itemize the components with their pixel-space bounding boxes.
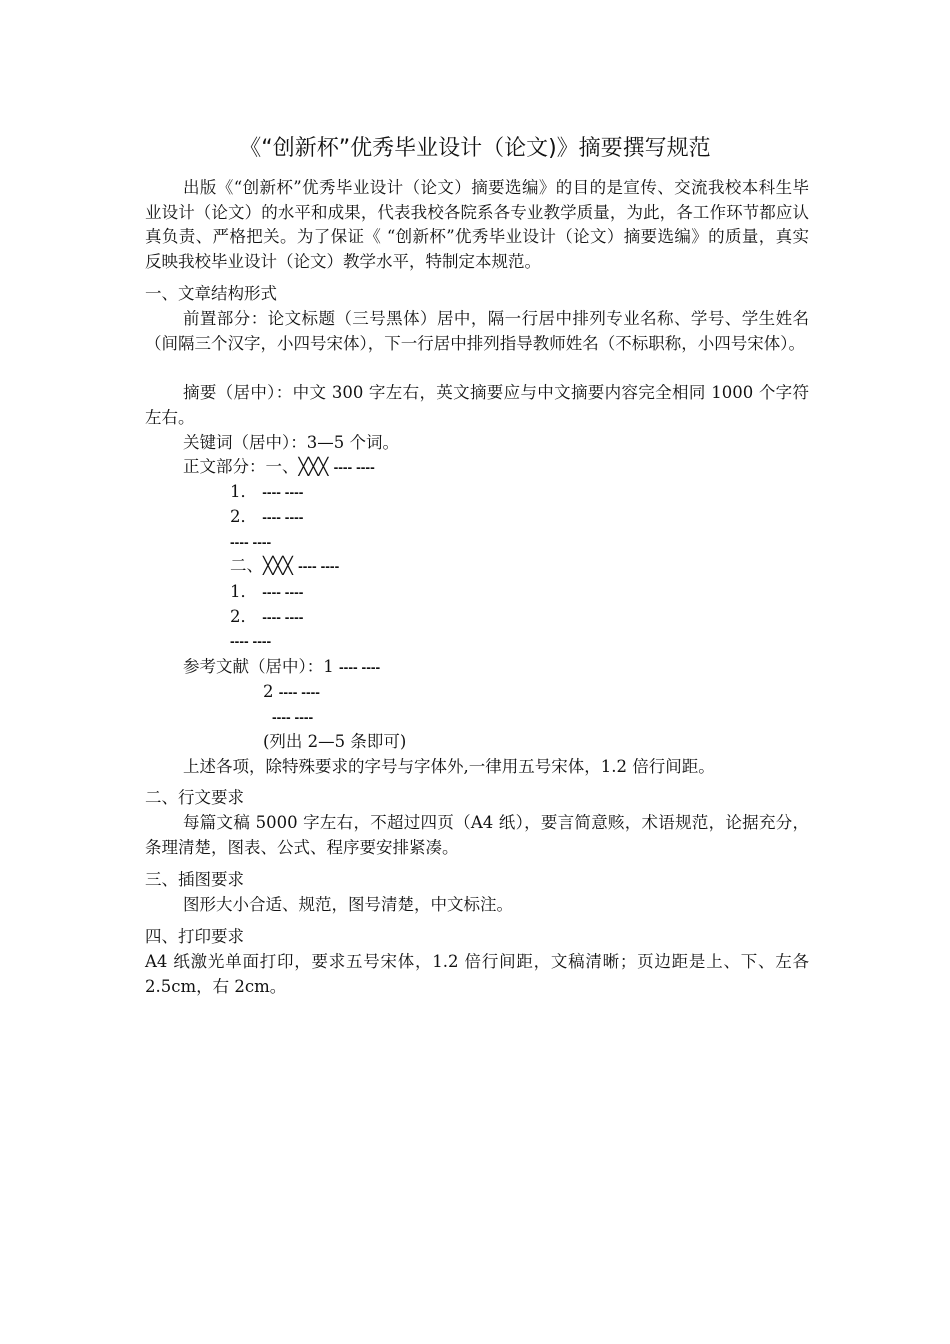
dash-placeholder: ---- ---- [262,584,304,600]
item-number: 2． [230,507,257,526]
item-number: 2． [230,607,257,626]
dash-placeholder: ---- ---- [262,509,304,525]
reference-dash-line [272,705,313,729]
body-dash-line-2 [230,629,271,653]
body-section-one [183,455,375,479]
reference-label: 参考文献（居中）：1 [183,657,334,676]
body-section-two [230,554,339,578]
dash-placeholder: ---- ---- [262,609,304,625]
keywords-line: 关键词（居中）：3—5 个词。 [183,433,399,452]
body-item-2 [230,505,303,529]
front-matter-paragraph: 前置部分：论文标题（三号黑体）居中，隔一行居中排列专业名称、学号、学生姓名（间隔三个汉字，小四号宋体），下一行居中排列指导教师姓名（不标职称，小四号宋体）。 [145,309,809,353]
reference-number: 2 [263,682,274,701]
body-dash-line [230,530,271,554]
body-label: 正文部分：一、╳╳╳ [183,457,329,476]
writing-paragraph: 每篇文稿 5000 字左右，不超过四页（A4 纸），要言简意赅，术语规范，论据充分，条理清楚，图表、公式、程序要安排紧凑。 [145,813,809,857]
section-heading-structure: 一、文章结构形式 [145,284,277,303]
body-item-1 [230,480,303,504]
body-item-1b [230,580,303,604]
figures-paragraph: 图形大小合适、规范，图号清楚，中文标注。 [183,895,513,914]
dash-placeholder: ---- ---- [278,684,320,700]
summary-line: 上述各项，除特殊要求的字号与字体外,一律用五号宋体，1.2 倍行间距。 [183,757,715,776]
dash-placeholder: ---- ---- [339,659,381,675]
section-heading-printing: 四、打印要求 [145,927,244,946]
section-heading-writing: 二、行文要求 [145,788,244,807]
document-title: 《“创新杯”优秀毕业设计（论文)》摘要撰写规范 [239,136,711,161]
printing-paragraph: A4 纸激光单面打印，要求五号宋体，1.2 倍行间距，文稿清晰；页边距是上、下、左各 2.5cm，右 2cm。 [145,952,809,996]
reference-line-1 [183,655,380,679]
reference-note: (列出 2—5 条即可) [263,732,407,751]
item-number: 1． [230,582,257,601]
dash-placeholder: ---- ---- [272,709,314,725]
body-second-label: 二、╳╳╳ [230,556,293,575]
dash-placeholder: ---- ---- [298,558,340,574]
dash-placeholder: ---- ---- [230,534,272,550]
abstract-paragraph: 摘要（居中）：中文 300 字左右，英文摘要应与中文摘要内容完全相同 1000 个字符左右。 [145,383,809,427]
section-heading-figures: 三、插图要求 [145,870,244,889]
reference-line-2 [263,680,320,704]
dash-placeholder: ---- ---- [262,484,304,500]
dash-placeholder: ---- ---- [230,633,272,649]
intro-paragraph: 出版《“创新杯”优秀毕业设计（论文）摘要选编》的目的是宣传、交流我校本科生毕业设计（论文）的水平和成果，代表我校各院系各专业教学质量，为此，各工作环节都应认真负责、严格把关。为了保证《 “创新杯”优秀毕业设计（论文）摘要选编》的质量，真实反映我校毕业设计（论文）教学水平，特制定本规范。 [145,178,809,271]
dash-placeholder: ---- ---- [333,459,375,475]
item-number: 1． [230,482,257,501]
body-item-2b [230,605,303,629]
